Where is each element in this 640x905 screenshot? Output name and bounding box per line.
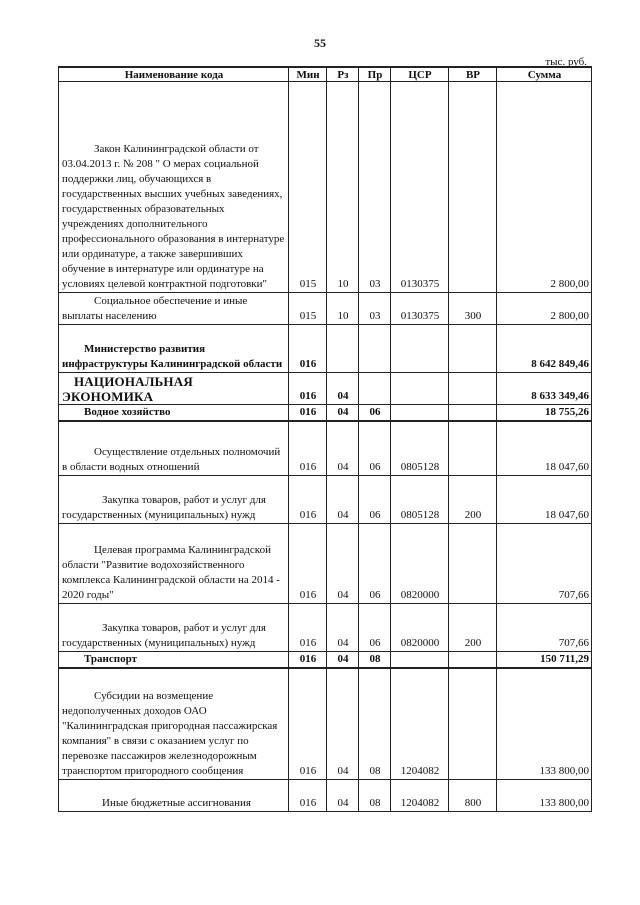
row-vr: 200	[449, 475, 497, 523]
row-min: 016	[289, 651, 327, 668]
row-vr: 800	[449, 780, 497, 812]
row-name: НАЦИОНАЛЬНАЯ ЭКОНОМИКА	[59, 373, 289, 405]
row-min: 015	[289, 293, 327, 325]
row-pr: 08	[359, 651, 391, 668]
table-row	[59, 475, 592, 523]
row-csr	[391, 325, 449, 373]
row-sum: 8 642 849,46	[497, 325, 592, 373]
row-csr: 0130375	[391, 82, 449, 293]
row-rz: 04	[327, 405, 359, 422]
header-pr: Пр	[359, 67, 391, 82]
header-sum: Сумма	[497, 67, 592, 82]
row-vr	[449, 421, 497, 475]
row-vr	[449, 82, 497, 293]
row-csr: 1204082	[391, 668, 449, 780]
row-pr: 03	[359, 82, 391, 293]
row-name: Закупка товаров, работ и услуг для государственных (муниципальных) нужд	[59, 475, 289, 523]
row-min: 016	[289, 373, 327, 405]
header-min: Мин	[289, 67, 327, 82]
row-pr: 06	[359, 523, 391, 603]
table-row	[59, 651, 592, 668]
row-csr: 0805128	[391, 421, 449, 475]
row-rz: 04	[327, 523, 359, 603]
row-sum: 707,66	[497, 603, 592, 651]
row-min: 016	[289, 475, 327, 523]
row-vr	[449, 651, 497, 668]
table-row	[59, 780, 592, 812]
row-name: Иные бюджетные ассигнования	[59, 780, 289, 812]
row-rz: 04	[327, 603, 359, 651]
row-pr: 06	[359, 421, 391, 475]
row-min: 015	[289, 82, 327, 293]
row-sum: 2 800,00	[497, 82, 592, 293]
row-name: Социальное обеспечение и иные выплаты населению	[59, 293, 289, 325]
header-rz: Рз	[327, 67, 359, 82]
row-name: Министерство развития инфраструктуры Калининградской области	[59, 325, 289, 373]
table-header-row	[59, 67, 592, 82]
row-sum: 8 633 349,46	[497, 373, 592, 405]
row-pr: 06	[359, 475, 391, 523]
row-rz	[327, 325, 359, 373]
table-row	[59, 668, 592, 780]
row-csr: 0805128	[391, 475, 449, 523]
row-vr	[449, 325, 497, 373]
row-rz: 04	[327, 373, 359, 405]
table-row	[59, 421, 592, 475]
row-csr: 1204082	[391, 780, 449, 812]
row-name: Транспорт	[59, 651, 289, 668]
row-pr: 06	[359, 603, 391, 651]
row-csr: 0820000	[391, 603, 449, 651]
row-name: Целевая программа Калининградской области "Развитие водохозяйственного комплекса Калининградской области на 2014 - 2020 годы"	[59, 523, 289, 603]
row-min: 016	[289, 421, 327, 475]
row-pr: 08	[359, 780, 391, 812]
row-min: 016	[289, 523, 327, 603]
row-min: 016	[289, 780, 327, 812]
table-row	[59, 373, 592, 405]
row-rz: 10	[327, 82, 359, 293]
header-name: Наименование кода	[59, 67, 289, 82]
row-rz: 04	[327, 668, 359, 780]
row-csr	[391, 651, 449, 668]
budget-table	[58, 66, 592, 812]
row-name: Субсидии на возмещение недополученных доходов ОАО "Калининградская пригородная пассажирская компания" в связи с оказанием услуг по перевозке пассажиров железнодорожным транспортом пригородного сообщения	[59, 668, 289, 780]
header-csr: ЦСР	[391, 67, 449, 82]
row-vr	[449, 668, 497, 780]
table-row	[59, 293, 592, 325]
row-rz: 04	[327, 421, 359, 475]
row-vr	[449, 405, 497, 422]
table-row	[59, 523, 592, 603]
table-row	[59, 325, 592, 373]
row-name: Закупка товаров, работ и услуг для государственных (муниципальных) нужд	[59, 603, 289, 651]
table-row	[59, 603, 592, 651]
row-pr	[359, 373, 391, 405]
row-csr	[391, 373, 449, 405]
table-row	[59, 82, 592, 293]
row-csr	[391, 405, 449, 422]
row-csr: 0820000	[391, 523, 449, 603]
row-vr: 200	[449, 603, 497, 651]
table-row	[59, 405, 592, 422]
row-vr: 300	[449, 293, 497, 325]
row-pr: 03	[359, 293, 391, 325]
row-sum: 18 047,60	[497, 421, 592, 475]
page-number: 55	[314, 36, 326, 50]
row-sum: 150 711,29	[497, 651, 592, 668]
row-name: Водное хозяйство	[59, 405, 289, 422]
row-sum: 18 755,26	[497, 405, 592, 422]
row-min: 016	[289, 325, 327, 373]
row-rz: 04	[327, 475, 359, 523]
row-pr	[359, 325, 391, 373]
row-csr: 0130375	[391, 293, 449, 325]
row-vr	[449, 523, 497, 603]
row-min: 016	[289, 668, 327, 780]
units-label: тыс. руб.	[545, 56, 587, 68]
row-sum: 133 800,00	[497, 668, 592, 780]
row-sum: 2 800,00	[497, 293, 592, 325]
row-name: Закон Калининградской области от 03.04.2013 г. № 208 " О мерах социальной поддержки лиц, обучающихся в государственных высших учебных заведениях, государственных образовательных учреждениях дополнительного профессионального образования в интернатуре или ординатуре, а также завершивших обучение в интернатуре или ординатуре на условиях целевой контрактной подготовки"	[59, 82, 289, 293]
row-pr: 08	[359, 668, 391, 780]
row-rz: 04	[327, 780, 359, 812]
row-sum: 18 047,60	[497, 475, 592, 523]
row-name: Осуществление отдельных полномочий в области водных отношений	[59, 421, 289, 475]
row-pr: 06	[359, 405, 391, 422]
header-vr: ВР	[449, 67, 497, 82]
row-min: 016	[289, 603, 327, 651]
row-sum: 707,66	[497, 523, 592, 603]
row-sum: 133 800,00	[497, 780, 592, 812]
row-vr	[449, 373, 497, 405]
row-rz: 04	[327, 651, 359, 668]
row-min: 016	[289, 405, 327, 422]
row-rz: 10	[327, 293, 359, 325]
